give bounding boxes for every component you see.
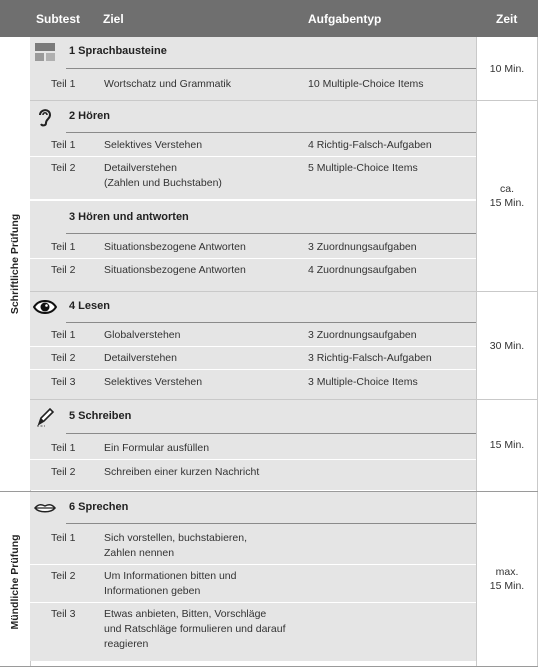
- time-cell: 15 Min.: [489, 439, 525, 451]
- sidebar-schriftlich: Schriftliche Prüfung: [9, 213, 21, 315]
- ziel-text: Globalverstehen: [104, 329, 181, 341]
- aufgabentyp-text: 3 Zuordnungsaufgaben: [308, 241, 417, 253]
- time-cell: [476, 492, 538, 666]
- header-zeit: Zeit: [496, 12, 518, 26]
- row-line: [30, 602, 476, 603]
- title-rule: [66, 233, 476, 234]
- teil-label: Teil 1: [51, 532, 76, 544]
- teil-label: Teil 3: [51, 376, 76, 388]
- row-line: [30, 258, 476, 259]
- row-line: [30, 459, 476, 460]
- ziel-text: Sich vorstellen, buchstabieren,: [104, 532, 247, 544]
- blocks-icon: [30, 39, 60, 65]
- ziel-text-line2: und Ratschläge formulieren und darauf: [104, 623, 286, 635]
- teil-label: Teil 1: [51, 139, 76, 151]
- aufgabentyp-text: 10 Multiple-Choice Items: [308, 78, 424, 90]
- ziel-text: Um Informationen bitten und: [104, 570, 237, 582]
- ziel-text: Situationsbezogene Antworten: [104, 264, 246, 276]
- row-line: [30, 199, 476, 201]
- ear-icon: [30, 104, 60, 130]
- ziel-text-line2: Zahlen nennen: [104, 547, 175, 559]
- title-rule: [66, 68, 476, 69]
- teil-label: Teil 2: [51, 264, 76, 276]
- title-rule: [66, 132, 476, 133]
- teil-label: Teil 2: [51, 466, 76, 478]
- aufgabentyp-text: 3 Multiple-Choice Items: [308, 376, 418, 388]
- time-line2: 15 Min.: [489, 197, 525, 209]
- title-rule: [66, 523, 476, 524]
- row-line: [30, 156, 476, 157]
- ziel-text: Etwas anbieten, Bitten, Vorschläge: [104, 608, 267, 620]
- ziel-text: Situationsbezogene Antworten: [104, 241, 246, 253]
- time-line1: max.: [495, 566, 519, 578]
- row-line: [30, 369, 476, 370]
- header-aufgabentyp: Aufgabentyp: [308, 12, 382, 26]
- teil-label: Teil 2: [51, 162, 76, 174]
- ziel-text: Schreiben einer kurzen Nachricht: [104, 466, 260, 478]
- ziel-text: Ein Formular ausfüllen: [104, 442, 210, 454]
- teil-label: Teil 1: [51, 442, 76, 454]
- ziel-text-line3: reagieren: [104, 638, 149, 650]
- ziel-text: Detailverstehen: [104, 162, 177, 174]
- section-title: 4 Lesen: [69, 300, 110, 312]
- table-header: [0, 0, 538, 37]
- time-cell: [476, 101, 538, 291]
- time-cell: 30 Min.: [489, 339, 525, 352]
- aufgabentyp-text: 4 Richtig-Falsch-Aufgaben: [308, 139, 432, 151]
- aufgabentyp-text: 4 Zuordnungsaufgaben: [308, 264, 417, 276]
- time-line2: 15 Min.: [489, 580, 525, 592]
- ziel-text-line2: Informationen geben: [104, 585, 201, 597]
- section-title: 6 Sprechen: [69, 501, 129, 513]
- time-line1: ca.: [499, 183, 514, 195]
- header-subtest: Subtest: [36, 12, 81, 26]
- section-title: 2 Hören: [69, 110, 110, 122]
- teil-label: Teil 3: [51, 608, 76, 620]
- header-ziel: Ziel: [103, 12, 124, 26]
- time-cell: 10 Min.: [489, 62, 525, 75]
- ziel-text: Selektives Verstehen: [104, 376, 203, 388]
- teil-label: Teil 2: [51, 352, 76, 364]
- teil-label: Teil 1: [51, 241, 76, 253]
- aufgabentyp-text: 3 Richtig-Falsch-Aufgaben: [308, 352, 432, 364]
- teil-label: Teil 2: [51, 570, 76, 582]
- pencil-icon: [30, 404, 60, 430]
- row-line: [30, 346, 476, 347]
- section-title: 1 Sprachbausteine: [69, 45, 167, 57]
- mouth-icon: [30, 495, 60, 521]
- ziel-text: Wortschatz und Grammatik: [104, 78, 232, 90]
- ziel-text: Selektives Verstehen: [104, 139, 203, 151]
- eye-icon: [30, 294, 60, 320]
- ziel-text: Detailverstehen: [104, 352, 177, 364]
- aufgabentyp-text: 5 Multiple-Choice Items: [308, 162, 418, 174]
- teil-label: Teil 1: [51, 329, 76, 341]
- sidebar-muendlich: Mündliche Prüfung: [9, 534, 21, 630]
- section-title: 3 Hören und antworten: [69, 211, 189, 223]
- teil-label: Teil 1: [51, 78, 76, 90]
- row-line: [30, 564, 476, 565]
- ziel-text-line2: (Zahlen und Buchstaben): [104, 177, 222, 189]
- section-title: 5 Schreiben: [69, 410, 132, 422]
- aufgabentyp-text: 3 Zuordnungsaufgaben: [308, 329, 417, 341]
- title-rule: [66, 322, 476, 323]
- title-rule: [66, 433, 476, 434]
